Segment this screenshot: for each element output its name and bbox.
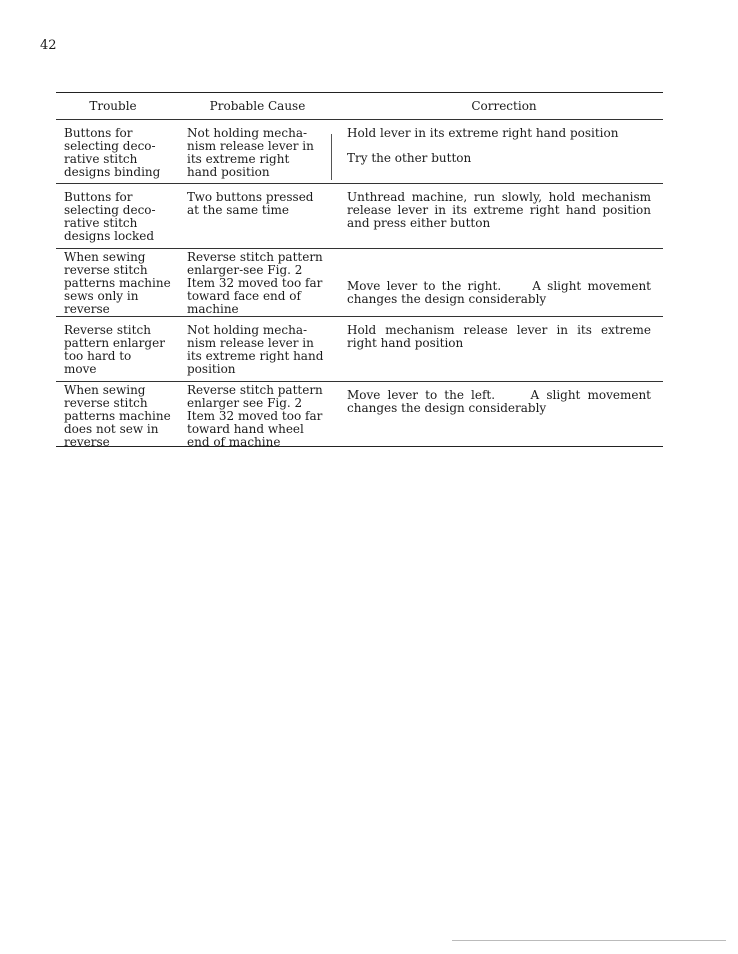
correction-line: Unthread machine, run slowly, hold mechanism release lever in its extreme right hand position and press either button <box>347 190 651 230</box>
cause-line: enlarger-see Fig. 2 <box>187 263 303 277</box>
trouble-line: When sewing <box>64 383 146 397</box>
trouble-line: rative stitch <box>64 152 138 166</box>
cause-line: Item 32 moved too far <box>187 276 323 290</box>
cause-line: Not holding mecha- <box>187 126 308 140</box>
trouble-cell <box>56 191 179 246</box>
trouble-line: reverse <box>64 435 110 449</box>
cause-line: at the same time <box>187 203 290 217</box>
trouble-line: When sewing <box>64 250 146 264</box>
cause-line: nism release lever in <box>187 139 314 153</box>
table-header <box>56 93 663 119</box>
table-row <box>56 382 663 449</box>
trouble-line: Buttons for <box>64 190 133 204</box>
page-number: 42 <box>40 38 57 53</box>
trouble-line: reverse stitch <box>64 263 148 277</box>
header-correction: Correction <box>471 99 537 113</box>
trouble-line: selecting deco- <box>64 203 156 217</box>
cause-line: Reverse stitch pattern <box>187 383 323 397</box>
table-row <box>56 317 663 380</box>
correction-line: Hold mechanism release lever in its extreme right hand position <box>347 323 651 350</box>
trouble-cell <box>56 251 179 316</box>
cause-line: nism release lever in <box>187 336 314 350</box>
cause-line: Item 32 moved too far <box>187 409 323 423</box>
cause-line: Two buttons pressed <box>187 190 314 204</box>
cause-line: toward hand wheel <box>187 422 304 436</box>
correction-line: Move lever to the left. A slight movement changes the design considerably <box>347 388 655 415</box>
table-row <box>56 249 663 316</box>
correction-line: Hold lever in its extreme right hand position <box>347 126 619 140</box>
cause-line: enlarger see Fig. 2 <box>187 396 303 410</box>
trouble-line: Buttons for <box>64 126 133 140</box>
correction-cell <box>339 384 663 446</box>
cause-line: Reverse stitch pattern <box>187 250 323 264</box>
trouble-cell <box>56 127 179 179</box>
trouble-line: pattern enlarger <box>64 336 165 350</box>
cause-cell <box>179 324 339 380</box>
correction-cell <box>339 191 663 246</box>
cause-line: hand position <box>187 165 270 179</box>
column-divider <box>331 134 332 180</box>
trouble-line: designs locked <box>64 229 154 243</box>
cause-cell <box>179 251 339 316</box>
cause-line: its extreme right <box>187 152 290 166</box>
header-probable-cause: Probable Cause <box>209 99 306 113</box>
trouble-line: Reverse stitch <box>64 323 151 337</box>
cause-line: end of machine <box>187 435 281 449</box>
cause-line: machine <box>187 302 239 316</box>
cause-cell <box>179 383 339 449</box>
trouble-cell <box>56 324 179 380</box>
trouble-cell <box>56 383 179 449</box>
cause-line: Not holding mecha- <box>187 323 308 337</box>
table-row <box>56 120 663 179</box>
cause-cell <box>179 127 339 179</box>
trouble-line: sews only in <box>64 289 139 303</box>
trouble-line: reverse stitch <box>64 396 148 410</box>
cause-cell <box>179 191 339 246</box>
correction-cell <box>339 324 663 380</box>
trouble-line: patterns machine <box>64 409 171 423</box>
header-trouble: Trouble <box>89 99 137 113</box>
trouble-line: move <box>64 362 97 376</box>
cause-line: its extreme right hand <box>187 349 324 363</box>
cause-line: position <box>187 362 236 376</box>
cause-line: toward face end of <box>187 289 301 303</box>
troubleshooting-table <box>56 92 663 447</box>
trouble-line: designs binding <box>64 165 161 179</box>
trouble-line: reverse <box>64 302 110 316</box>
footer-line <box>452 940 726 941</box>
correction-cell <box>339 251 663 316</box>
table-row <box>56 184 663 246</box>
trouble-line: does not sew in <box>64 422 159 436</box>
trouble-line: rative stitch <box>64 216 138 230</box>
trouble-line: patterns machine <box>64 276 171 290</box>
correction-line: Try the other button <box>347 151 472 165</box>
correction-cell <box>339 127 663 179</box>
trouble-line: too hard to <box>64 349 132 363</box>
correction-line: Move lever to the right. A slight movement changes the design considerably <box>347 279 655 306</box>
trouble-line: selecting deco- <box>64 139 156 153</box>
